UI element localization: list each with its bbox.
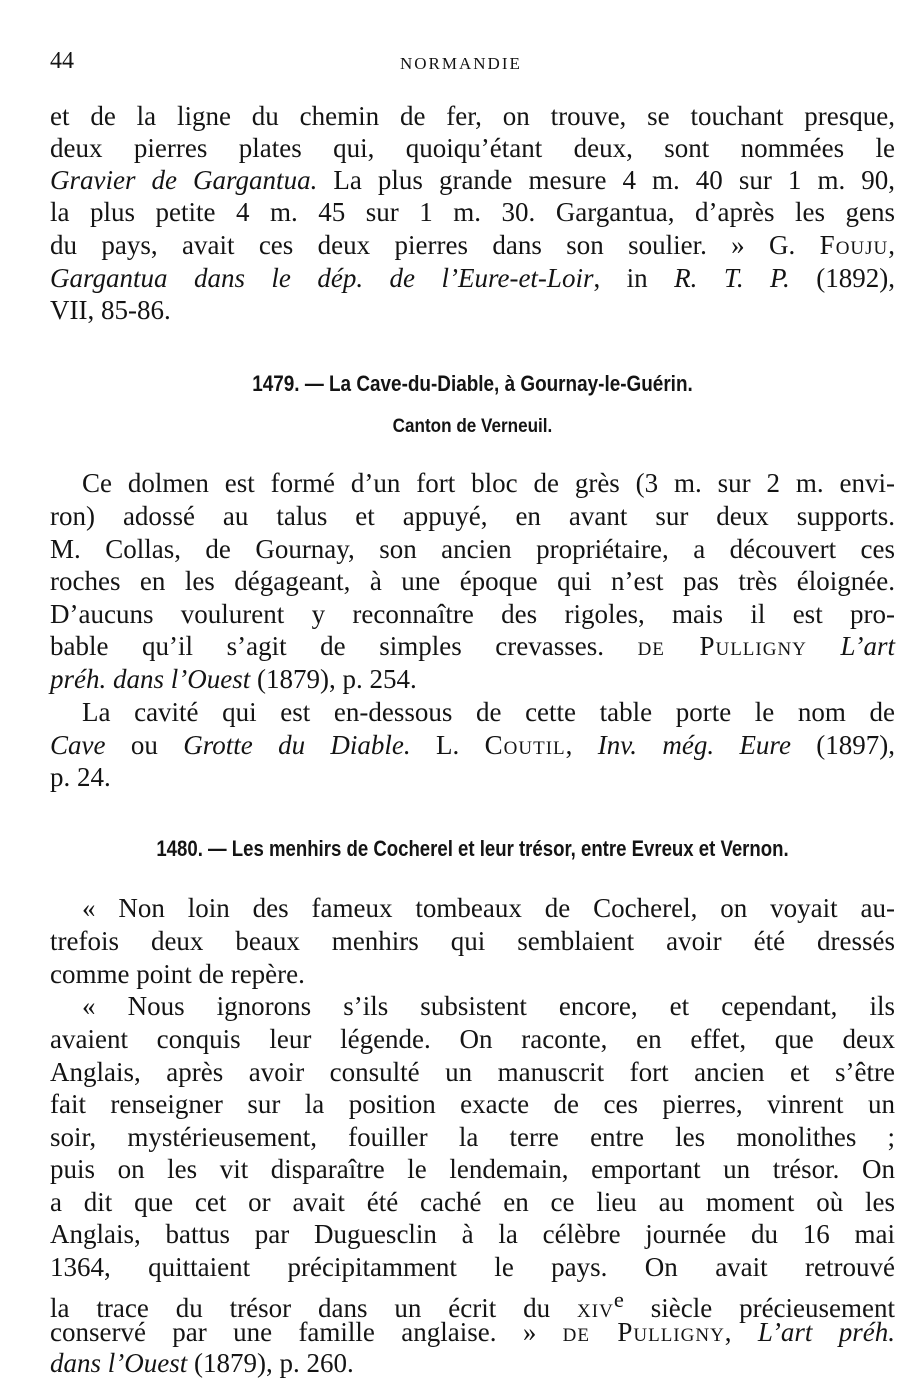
text-line: trefois deux beaux menhirs qui semblaient avoir été dressés <box>50 926 895 956</box>
text-line <box>50 262 895 294</box>
text-segment: La plus grande mesure 4 m. 40 sur 1 m. 90, <box>317 165 895 195</box>
text-line <box>50 229 895 261</box>
text-line: puis on les vit disparaître le lendemain, emportant un trésor. On <box>50 1154 895 1184</box>
text-line: Anglais, battus par Duguesclin à la célèbre journée du 16 mai <box>50 1219 895 1249</box>
italic-title: Inv. még. Eure <box>597 730 791 760</box>
text-segment: (1892), <box>789 263 895 293</box>
text-line: VII, 85-86. <box>50 295 171 325</box>
section-subheading-1479: Canton de Verneuil. <box>392 416 553 437</box>
text-segment: (1879), p. 254. <box>250 664 417 694</box>
text-line: 1364, quittaient précipitamment le pays. On avait retrouvé <box>50 1252 895 1282</box>
page-number: 44 <box>50 48 74 74</box>
text-line: La cavité qui est en-dessous de cette table porte le nom de <box>82 697 895 727</box>
author-name: Pulligny <box>664 631 807 661</box>
italic-title: Gargantua dans le dép. de l’Eure-et-Loir <box>50 263 594 293</box>
text-segment: du pays, avait ces deux pierres dans son soulier. » G. <box>50 230 820 260</box>
text-line: soir, mystérieusement, fouiller la terre entre les monolithes ; <box>50 1122 895 1152</box>
text-line: ron) adossé au talus et appuyé, en avant sur deux supports. <box>50 501 895 531</box>
text-line: la plus petite 4 m. 45 sur 1 m. 30. Gargantua, d’après les gens <box>50 197 895 227</box>
text-line: roches en les dégageant, à une époque qui n’est pas très éloignée. <box>50 566 895 596</box>
text-segment: ou <box>105 730 184 760</box>
italic-title: dans l’Ouest <box>50 1348 188 1378</box>
italic-title: préh. dans l’Ouest <box>50 664 251 694</box>
text-segment: la trace du trésor dans un écrit du <box>50 1293 578 1323</box>
text-line: a dit que cet or avait été caché en ce lieu au moment où les <box>50 1187 895 1217</box>
author-particle: de <box>562 1317 590 1347</box>
text-line <box>50 1347 895 1379</box>
text-line: M. Collas, de Gournay, son ancien propriétaire, a découvert ces <box>50 534 895 564</box>
section-heading-1479: 1479. — La Cave-du-Diable, à Gournay-le-Guérin. <box>252 371 693 396</box>
text-line <box>50 164 895 196</box>
text-segment: , <box>888 230 895 260</box>
text-line: D’aucuns voulurent y reconnaître des rigoles, mais il est pro- <box>50 599 895 629</box>
text-line: Ce dolmen est formé d’un fort bloc de grès (3 m. sur 2 m. envi- <box>82 468 895 498</box>
text-line <box>50 1316 895 1348</box>
text-line: comme point de repère. <box>50 959 305 989</box>
author-name: Pulligny <box>590 1317 725 1347</box>
text-line: Anglais, après avoir consulté un manuscrit fort ancien et s’être <box>50 1057 895 1087</box>
running-head: NORMANDIE <box>400 54 522 73</box>
text-line <box>50 1284 896 1323</box>
text-line: « Nous ignorons s’ils subsistent encore, et cependant, ils <box>82 991 895 1021</box>
text-segment: (1897), <box>790 730 896 760</box>
author-particle: de <box>637 631 665 661</box>
text-line: fait renseigner sur la position exacte de ces pierres, vinrent un <box>50 1089 895 1119</box>
text-segment: , <box>565 730 598 760</box>
text-line <box>50 630 895 662</box>
italic-title: L’art préh. <box>757 1317 896 1347</box>
text-line <box>50 729 895 761</box>
journal-abbrev: R. T. P. <box>674 263 790 293</box>
text-segment: conservé par une famille anglaise. » <box>50 1317 563 1347</box>
text-line: « Non loin des fameux tombeaux de Cocherel, on voyait au- <box>82 893 895 923</box>
text-segment: bable qu’il s’agit de simples crevasses. <box>50 631 638 661</box>
italic-name: Grotte du Diable. <box>183 730 411 760</box>
text-segment: siècle précieusement <box>623 1293 896 1323</box>
section-heading-1480: 1480. — Les menhirs de Cocherel et leur trésor, entre Evreux et Vernon. <box>156 836 789 861</box>
text-segment: (1879), p. 260. <box>187 1348 354 1378</box>
text-line: p. 24. <box>50 762 111 792</box>
italic-title: L’art <box>806 631 895 661</box>
page-header <box>50 48 895 78</box>
author-name: Coutil <box>484 730 566 760</box>
text-line: deux pierres plates qui, quoiqu’étant deux, sont nommées le <box>50 133 895 163</box>
text-line <box>50 663 895 695</box>
text-line: et de la ligne du chemin de fer, on trouve, se touchant presque, <box>50 101 895 131</box>
text-line: avaient conquis leur légende. On raconte, en effet, que deux <box>50 1024 895 1054</box>
century-numeral: xiv <box>577 1293 614 1323</box>
text-segment: , in <box>593 263 675 293</box>
author-name: Fouju <box>819 230 889 260</box>
ordinal-superscript: e <box>613 1287 624 1312</box>
text-segment: L. <box>410 730 485 760</box>
italic-title: Gravier de Gargantua. <box>50 165 318 195</box>
italic-name: Cave <box>50 730 106 760</box>
text-segment: , <box>724 1317 758 1347</box>
